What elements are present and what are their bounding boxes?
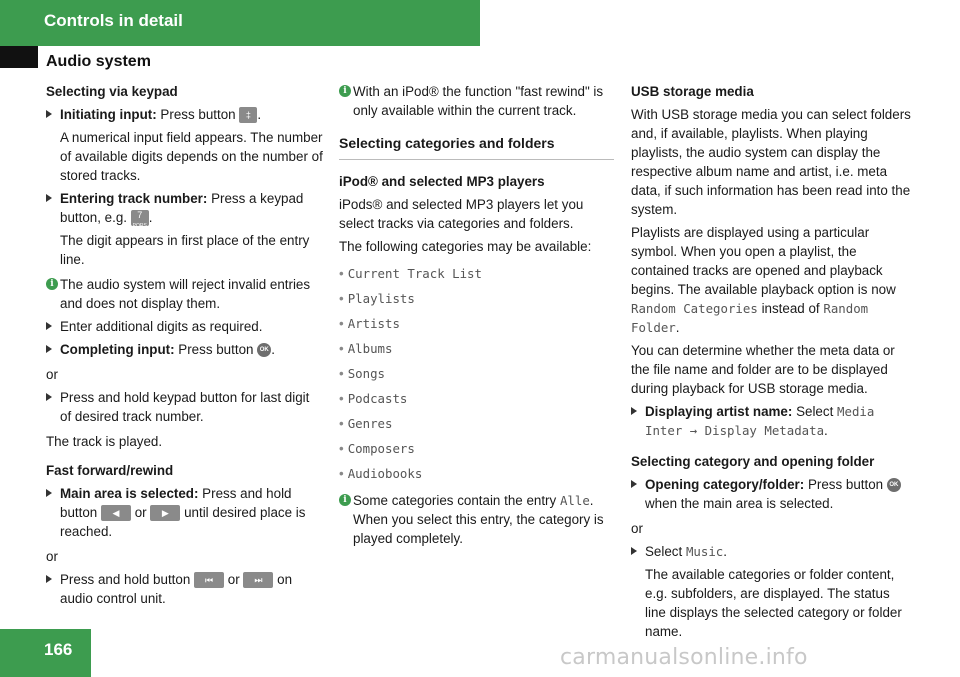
page-number: 166 xyxy=(44,640,73,659)
keypad-7-key-icon xyxy=(131,210,149,230)
paragraph: With USB storage media you can select folders and, if available, playlists. When playing playlists, the audio system can display the respective album name and artist, i.e. meta data, if such information has been read into the system. xyxy=(631,107,911,217)
info-text: The audio system will reject invalid entries and does not display them. xyxy=(60,277,311,311)
step-text: or xyxy=(134,505,147,520)
header-bar xyxy=(0,0,480,46)
step-hold-skip-button xyxy=(46,570,324,608)
info-icon: i xyxy=(46,278,58,290)
step-text: when the main area is selected. xyxy=(645,496,834,511)
step-open-category xyxy=(631,475,911,513)
info-note-alle xyxy=(339,491,614,548)
left-arrow-key-icon: ◀ xyxy=(101,505,131,521)
info-text: With an iPod® the function "fast rewind" is only available within the current track. xyxy=(353,84,604,118)
step-completing-input: Completing input: Press button OK . xyxy=(46,340,324,359)
arrow-icon xyxy=(46,110,52,118)
arrow-icon xyxy=(46,489,52,497)
arrow-icon xyxy=(631,407,637,415)
step-text: Enter additional digits as required. xyxy=(60,319,263,334)
step-text: Press and hold button xyxy=(60,572,191,587)
list-item: • Songs xyxy=(339,366,386,381)
step-text: Press and hold keypad button for last digit of desired track number. xyxy=(60,390,310,424)
step-description: A numerical input field appears. The number of available digits depends on the number of stored tracks. xyxy=(60,130,323,183)
step-bold: Opening category/folder: xyxy=(645,477,805,492)
step-bold: Main area is selected: xyxy=(60,486,199,501)
list-item: • Albums xyxy=(339,341,393,356)
heading-category-folder: Selecting category and opening folder xyxy=(631,454,875,469)
watermark: carmanualsonline.info xyxy=(560,645,808,670)
info-note xyxy=(46,275,324,313)
step-select-music: Select Music. xyxy=(631,542,911,561)
heading-fast-forward: Fast forward/rewind xyxy=(46,463,174,478)
step-display-artist: Displaying artist name: Select Media Inter → Display Metadata. xyxy=(631,402,911,440)
step-text: Press button xyxy=(160,107,236,122)
step-bold: Entering track number: xyxy=(60,191,208,206)
step-additional-digits xyxy=(46,317,324,336)
paragraph: Playlists are displayed using a particular symbol. When you open a playlist, the contained tracks are opened and playback begins. The available playback option is now Random Categories instead of Random Folder. xyxy=(631,225,896,335)
or-text: or xyxy=(46,549,58,564)
list-item: • Genres xyxy=(339,416,393,431)
step-bold: Displaying artist name: xyxy=(645,404,793,419)
step-text: or xyxy=(227,572,240,587)
step-text: on audio control unit. xyxy=(60,572,293,606)
list-item: • Current Track List xyxy=(339,266,482,281)
info-text: Some categories contain the entry xyxy=(353,493,557,508)
step-mono: Music xyxy=(685,544,724,559)
column-left xyxy=(46,82,324,612)
arrow-icon xyxy=(46,345,52,353)
step-text: Press a keypad button, e.g. xyxy=(60,191,304,225)
heading-categories: Selecting categories and folders xyxy=(339,134,614,160)
arrow-icon xyxy=(631,547,637,555)
paragraph: You can determine whether the meta data or the file name and folder are to be displayed during playback for USB storage media. xyxy=(631,343,895,396)
ok-button-icon: OK xyxy=(257,343,271,357)
paragraph: iPods® and selected MP3 players let you select tracks via categories and folders. xyxy=(339,197,584,231)
section-title: Audio system xyxy=(46,53,151,70)
step-text: Press button xyxy=(178,342,254,357)
step-text: until desired place is reached. xyxy=(60,505,306,539)
heading-usb: USB storage media xyxy=(631,84,754,99)
key-letters: PQRS xyxy=(132,223,147,230)
step-text: Press button xyxy=(807,477,884,492)
info-note-ipod xyxy=(339,82,614,120)
step-hold-last-digit xyxy=(46,388,324,426)
or-text: or xyxy=(46,367,58,382)
or-text: or xyxy=(631,521,643,536)
page-number-box xyxy=(0,629,91,677)
info-icon: i xyxy=(339,494,351,506)
arrow-icon xyxy=(631,480,637,488)
step-text: Select xyxy=(645,544,683,559)
section-marker xyxy=(0,46,38,68)
skip-forward-key-icon: ⏭ xyxy=(243,572,273,588)
step-text: Select xyxy=(796,404,834,419)
list-item: • Audiobooks xyxy=(339,466,423,481)
step-initiating-input: Initiating input: Press button ‡ . xyxy=(46,105,324,124)
step-description: The available categories or folder content, e.g. subfolders, are displayed. The status line displays the selected category or folder name. xyxy=(645,567,902,639)
list-item: • Playlists xyxy=(339,291,415,306)
info-icon: i xyxy=(339,85,351,97)
heading-keypad: Selecting via keypad xyxy=(46,84,178,99)
step-entering-track: Entering track number: Press a keypad button, e.g. 7 PQRS. xyxy=(46,189,324,227)
step-mono: Media Inter → Display Metadata xyxy=(645,404,875,438)
list-item: • Artists xyxy=(339,316,400,331)
key-digit: 7 xyxy=(137,210,143,221)
column-right xyxy=(631,82,911,645)
info-text: . When you select this entry, the category is played completely. xyxy=(353,493,604,546)
column-middle xyxy=(339,82,614,552)
chapter-title: Controls in detail xyxy=(44,11,183,30)
paragraph: The following categories may be available: xyxy=(339,239,592,254)
category-list xyxy=(339,264,614,483)
arrow-icon xyxy=(46,194,52,202)
step-bold: Completing input: xyxy=(60,342,175,357)
track-played-text: The track is played. xyxy=(46,434,163,449)
subheading-ipod: iPod® and selected MP3 players xyxy=(339,174,545,189)
list-item: • Composers xyxy=(339,441,415,456)
right-arrow-key-icon: ▶ xyxy=(150,505,180,521)
arrow-icon xyxy=(46,575,52,583)
ok-button-icon: OK xyxy=(887,478,901,492)
step-text: Press and hold button xyxy=(60,486,292,520)
step-description: The digit appears in first place of the entry line. xyxy=(60,233,310,267)
skip-back-key-icon: ⏮ xyxy=(194,572,224,588)
arrow-icon xyxy=(46,322,52,330)
numeric-input-key-icon: ‡ xyxy=(239,107,257,123)
list-item: • Podcasts xyxy=(339,391,408,406)
step-bold: Initiating input: xyxy=(60,107,157,122)
arrow-icon xyxy=(46,393,52,401)
info-mono: Alle xyxy=(559,493,590,508)
step-main-area-selected xyxy=(46,484,324,541)
